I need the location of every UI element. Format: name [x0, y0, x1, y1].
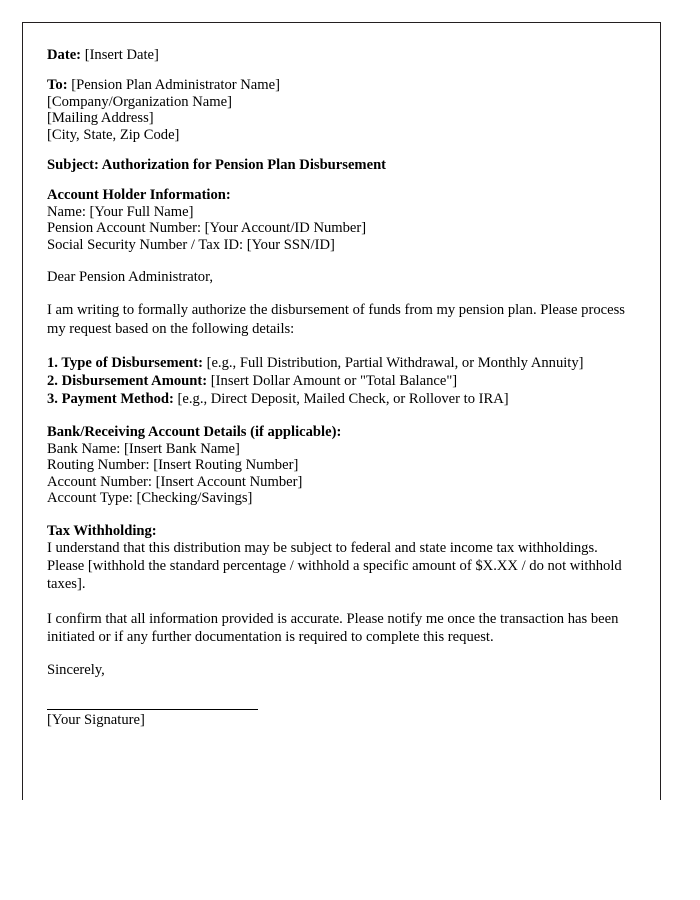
disbursement-item-1-value: [e.g., Full Distribution, Partial Withdrawal, or Monthly Annuity] — [206, 354, 584, 371]
disbursement-item-2-value: [Insert Dollar Amount or "Total Balance"] — [210, 373, 458, 390]
confirmation-paragraph: I confirm that all information provided is accurate. Please notify me once the transaction has been initiated or if any further documentation is required to complete this request. — [47, 610, 619, 645]
account-holder-heading: Account Holder Information: — [47, 187, 231, 204]
spacer-after-recipient — [47, 143, 637, 157]
disbursement-item-1 — [47, 354, 637, 372]
spacer-after-subject — [47, 173, 637, 187]
to-label: To: — [47, 77, 68, 94]
date-value: [Insert Date] — [84, 47, 159, 63]
disbursement-item-2-label: 2. Disbursement Amount: — [47, 373, 208, 390]
tax-withholding-heading: Tax Withholding: — [47, 522, 157, 539]
disbursement-item-1-label: 1. Type of Disbursement: — [47, 354, 203, 371]
bank-name-line: Bank Name: [Insert Bank Name] — [47, 440, 240, 457]
signature-rule — [47, 709, 258, 710]
signature-placeholder: [Your Signature] — [47, 712, 145, 729]
closing: Sincerely, — [47, 661, 105, 678]
recipient-name: [Pension Plan Administrator Name] — [71, 77, 280, 94]
account-holder-ssn: Social Security Number / Tax ID: [Your SSN/ID] — [47, 236, 335, 253]
spacer-after-account-holder — [47, 253, 637, 269]
spacer-after-tax-withholding — [47, 594, 637, 610]
intro-paragraph: I am writing to formally authorize the disbursement of funds from my pension plan. Please process my request based on the following details: — [47, 302, 625, 337]
date-line — [47, 47, 637, 63]
account-holder-name: Name: [Your Full Name] — [47, 203, 194, 220]
spacer-after-intro — [47, 338, 637, 354]
signature-space — [47, 678, 637, 709]
account-holder-pension-account: Pension Account Number: [Your Account/ID Number] — [47, 220, 367, 237]
bank-details-heading: Bank/Receiving Account Details (if applicable): — [47, 424, 342, 441]
routing-number-line: Routing Number: [Insert Routing Number] — [47, 457, 299, 474]
account-number-line: Account Number: [Insert Account Number] — [47, 473, 303, 490]
salutation: Dear Pension Administrator, — [47, 269, 214, 286]
tax-withholding-body: I understand that this distribution may be subject to federal and state income tax withholdings. Please [withhold the standard percentage / withhold a specific amount of $X.XX / do not withhold taxes]. — [47, 539, 622, 593]
letter-body — [47, 47, 637, 729]
recipient-address: [Mailing Address] — [47, 110, 154, 127]
disbursement-item-3 — [47, 390, 637, 408]
spacer-after-bank-details — [47, 507, 637, 523]
recipient-city-state-zip: [City, State, Zip Code] — [47, 126, 180, 143]
account-type-line: Account Type: [Checking/Savings] — [47, 490, 253, 507]
date-label: Date: — [47, 47, 82, 63]
spacer-after-date — [47, 63, 637, 77]
spacer-after-salutation — [47, 285, 637, 301]
disbursement-item-3-label: 3. Payment Method: — [47, 391, 174, 408]
disbursement-item-2 — [47, 372, 637, 390]
subject-line: Subject: Authorization for Pension Plan Disbursement — [47, 157, 387, 174]
recipient-organization: [Company/Organization Name] — [47, 93, 232, 110]
spacer-after-confirmation — [47, 646, 637, 662]
disbursement-item-3-value: [e.g., Direct Deposit, Mailed Check, or Rollover to IRA] — [177, 391, 509, 408]
recipient-name-line — [47, 77, 637, 93]
spacer-after-disbursement-items — [47, 408, 637, 424]
